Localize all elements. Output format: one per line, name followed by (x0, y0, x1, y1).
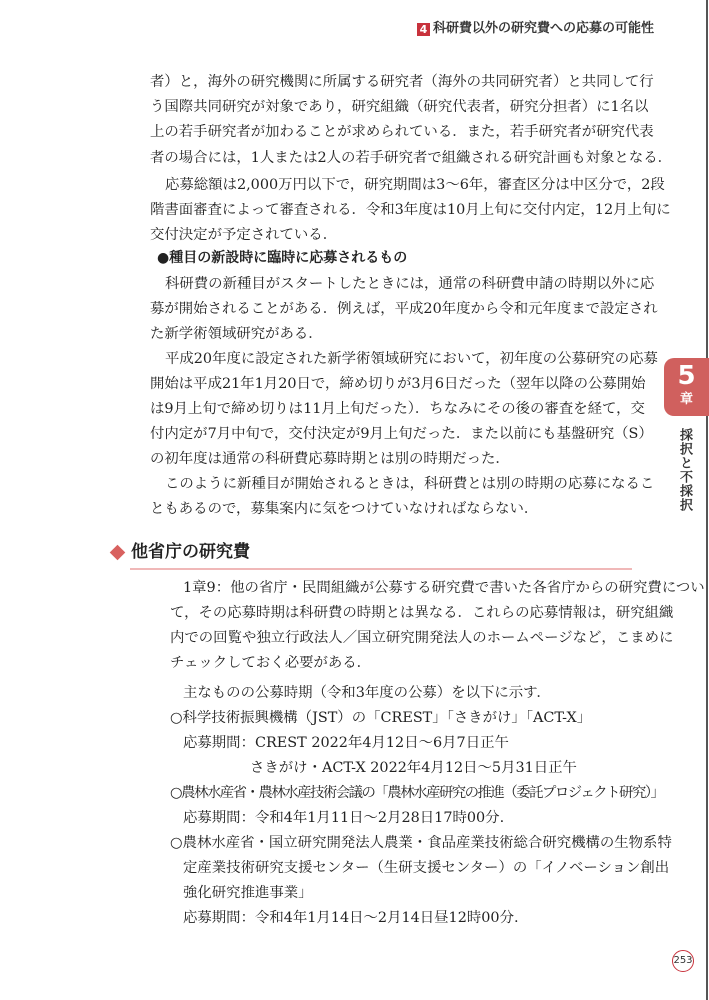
subheading: ●種目の新設時に臨時に応募されるもの (157, 250, 408, 266)
body-line: た新学術領域研究がある． (150, 326, 323, 342)
body-line: 交付決定が予定されている． (150, 227, 338, 243)
list-item-period: 応募期間：令和4年1月11日～2月28日17時00分. (183, 810, 505, 826)
list-item-period: さきがけ・ACT-X 2022年4月12日～5月31日正午 (250, 760, 577, 776)
body-line: 階書面審査によって審査される．令和3年度は10月上旬に交付内定，12月上旬に (150, 202, 671, 218)
body-line: 内での回覧や独立行政法人／国立研究開発法人のホームページなど，こまめに (170, 630, 674, 646)
running-header (417, 21, 654, 37)
body-line: このように新種目が開始されるときは，科研費とは別の時期の応募になるこ (165, 476, 655, 492)
list-item: 強化研究推進事業」 (183, 885, 313, 901)
body-line: 者）と，海外の研究機関に所属する研究者（海外の共同研究者）と共同して行 (150, 74, 654, 90)
body-line: 上の若手研究者が加わることが求められている．また，若手研究者が研究代表 (150, 124, 654, 140)
body-line: う国際共同研究が対象であり，研究組織（研究代表者，研究分担者）に1名以 (150, 99, 649, 115)
body-line: は9月上旬で締め切りは11月上旬だった）．ちなみにその後の審査を経て，交 (150, 401, 645, 417)
list-item: ○農林水産省・農林水産技術会議の「農林水産研究の推進（委託プロジェクト研究）」 (170, 785, 664, 801)
body-line: 平成20年度に設定された新学術領域研究において，初年度の公募研究の応募 (165, 351, 658, 367)
section-heading (112, 541, 250, 563)
body-line: 開始は平成21年1月20日で，締め切りが3月6日だった（翌年以降の公募開始 (150, 376, 646, 392)
diamond-icon (110, 544, 126, 560)
section-title: 他省庁の研究費 (131, 542, 250, 562)
chapter-number: 5 (677, 361, 696, 391)
list-item-period: 応募期間：CREST 2022年4月12日～6月7日正午 (183, 735, 509, 751)
chapter-title: 採択と不採択 (677, 428, 692, 512)
chapter-tab (664, 358, 709, 416)
running-header-title: 科研費以外の研究費への応募の可能性 (433, 21, 655, 36)
section-number-badge: 4 (417, 23, 430, 36)
list-item-period: 応募期間：令和4年1月14日～2月14日昼12時00分. (183, 910, 519, 926)
body-line: ともあるので，募集案内に気をつけていなければならない． (150, 501, 539, 517)
body-line: 1章9：他の省庁・民間組織が公募する研究費で書いた各省庁からの研究費につい (183, 580, 705, 596)
page-edge (706, 0, 708, 1000)
list-item: ○農林水産省・国立研究開発法人農業・食品産業技術総合研究機構の生物系特 (170, 835, 672, 851)
body-line: 者の場合には，1人または2人の若手研究者で組織される研究計画も対象となる． (150, 150, 672, 166)
list-item: 定産業技術研究支援センター（生研支援センター）の「イノベーション創出 (183, 860, 670, 876)
list-item: ○科学技術振興機構（JST）の「CREST」「さきがけ」「ACT-X」 (170, 710, 592, 726)
chapter-label: 章 (679, 392, 693, 407)
body-line: 応募総額は2,000万円以下で，研究期間は3～6年，審査区分は中区分で，2段 (165, 177, 665, 193)
section-rule (130, 568, 632, 570)
body-line: 主なものの公募時期（令和3年度の公募）を以下に示す． (183, 685, 551, 701)
body-line: て，その応募時期は科研費の時期とは異なる．これらの応募情報は，研究組織 (170, 605, 674, 621)
body-line: 科研費の新種目がスタートしたときには，通常の科研費申請の時期以外に応 (165, 276, 655, 292)
page-number: 253 (672, 950, 694, 972)
body-line: の初年度は通常の科研費応募時期とは別の時期だった． (150, 451, 510, 467)
body-line: 募が開始されることがある．例えば，平成20年度から令和元年度まで設定され (150, 301, 658, 317)
body-line: チェックしておく必要がある． (170, 655, 372, 671)
body-line: 付内定が7月中旬で，交付決定が9月上旬だった．また以前にも基盤研究（S） (150, 426, 653, 442)
